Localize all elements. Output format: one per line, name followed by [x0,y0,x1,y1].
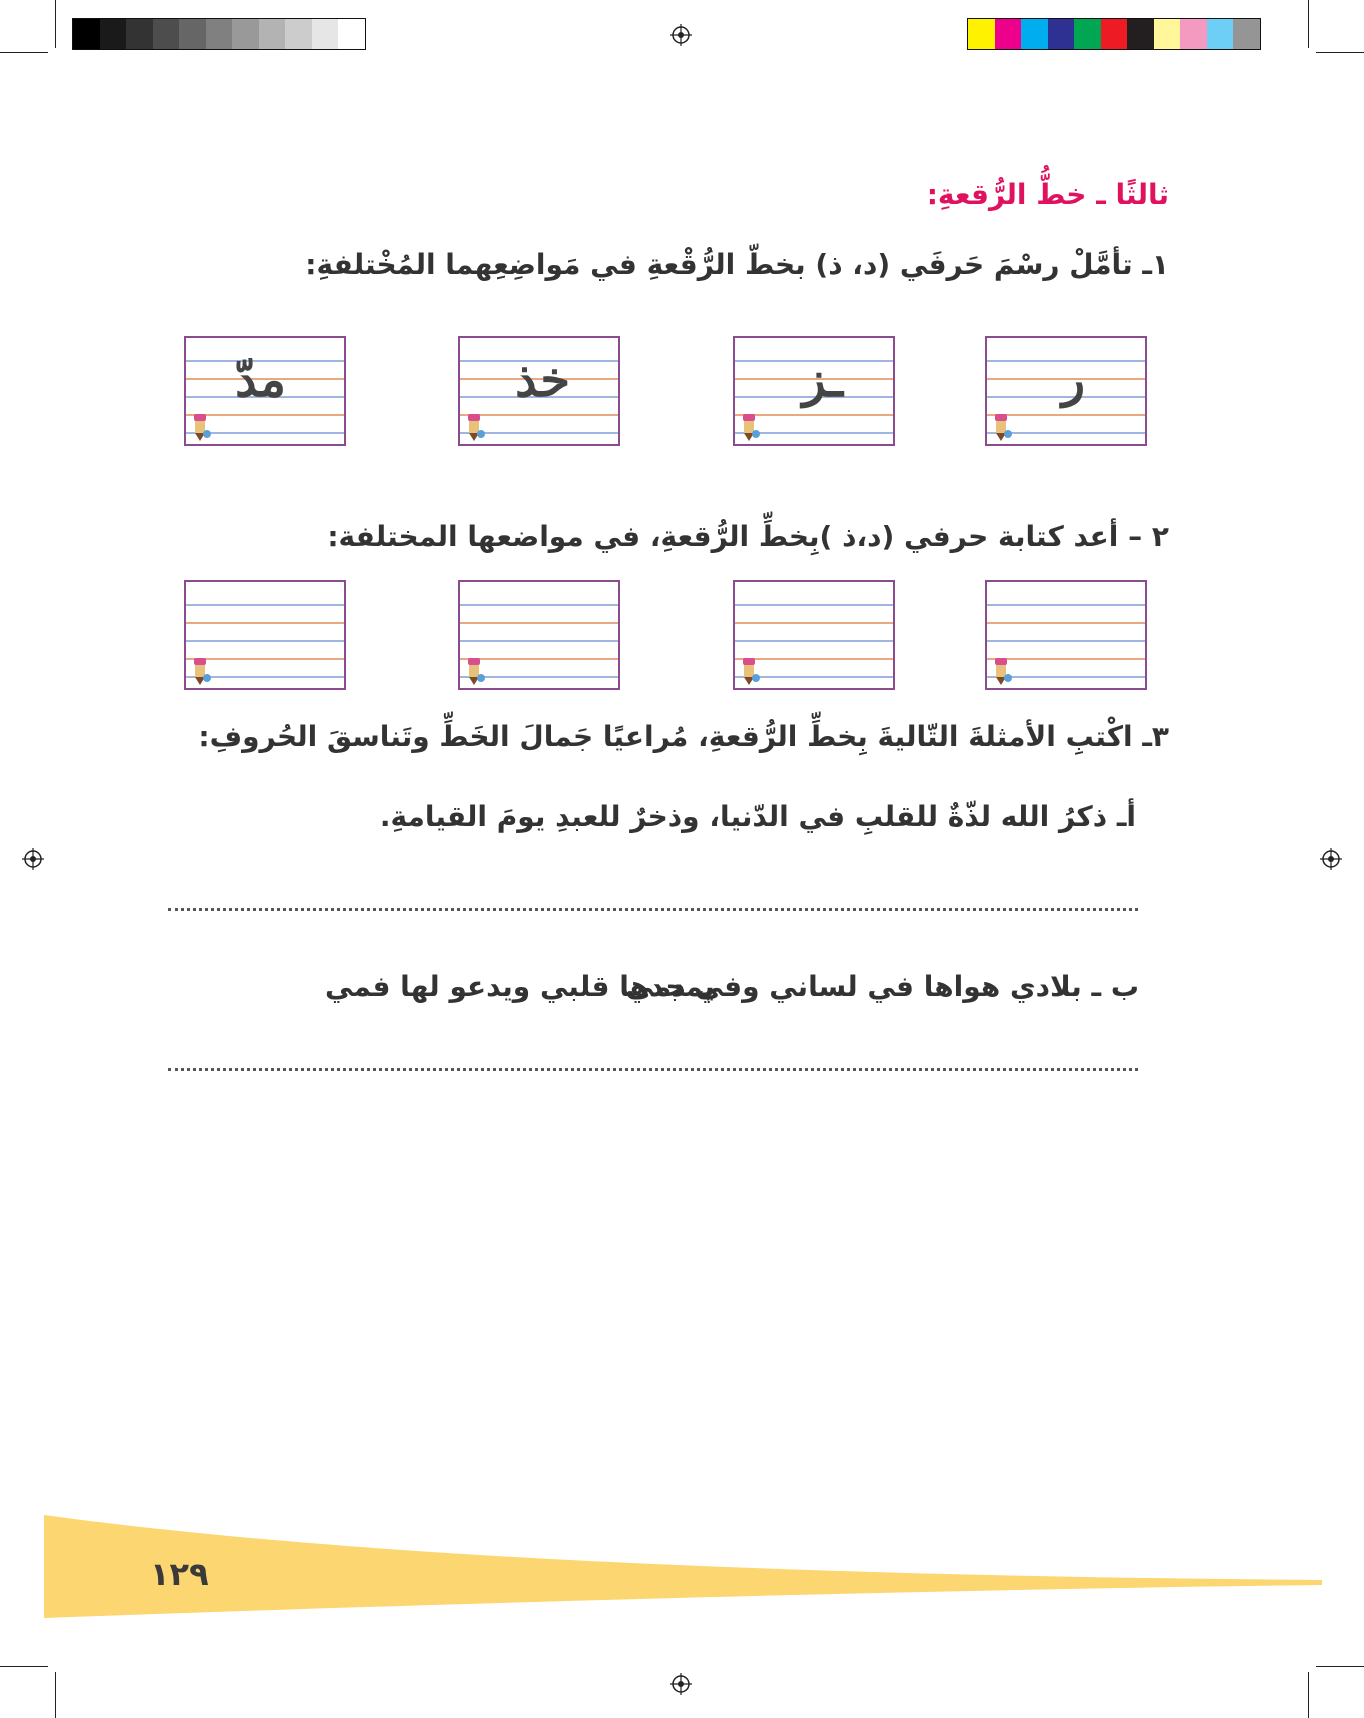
calibration-swatch [179,19,206,49]
calibration-swatch [1154,19,1181,49]
pen-icon [190,656,212,686]
calibration-swatch [232,19,259,49]
guide-line [460,604,618,606]
letter-glyph: ر [1061,352,1085,408]
guide-line [735,640,893,642]
example-box [985,336,1147,446]
guide-line [460,640,618,642]
pen-icon [190,412,212,442]
calibration-swatch [73,19,100,49]
writing-line[interactable] [168,908,1138,911]
pen-icon [739,412,761,442]
calibration-swatch [995,19,1022,49]
calibration-swatch [206,19,233,49]
guide-line [735,604,893,606]
section-heading: ثالثًا ـ خطُّ الرُّقعةِ: [926,178,1169,211]
grayscale-calibration-bar [72,18,366,50]
registration-mark-icon [22,848,44,870]
calibration-swatch [1233,19,1260,49]
calibration-swatch [1180,19,1207,49]
crop-mark [1308,0,1309,48]
page-number: ١٢٩ [150,1555,209,1593]
footer-band [0,1480,1364,1620]
crop-mark [0,52,48,53]
calibration-swatch [285,19,312,49]
calibration-swatch [1021,19,1048,49]
guide-line [987,640,1145,642]
calibration-swatch [338,19,365,49]
letter-glyph: خذ [515,352,570,408]
calibration-swatch [259,19,286,49]
calibration-swatch [968,19,995,49]
question-1: ١ـ تأمَّلْ رسْمَ حَرفَي (د، ذ) بخطّ الرُّقْعةِ في مَواضِعِهما المُخْتلفةِ: [305,248,1169,281]
example-b-first-hemistich: ب ـ بلادي هواها في لساني وفي دمي [625,970,1139,1003]
registration-mark-icon [670,1673,692,1695]
calibration-swatch [1127,19,1154,49]
calibration-swatch [1101,19,1128,49]
pen-icon [991,412,1013,442]
registration-mark-icon [670,24,692,46]
practice-box[interactable] [458,580,620,690]
guide-line [735,622,893,624]
crop-mark [1308,1672,1309,1718]
calibration-swatch [153,19,180,49]
practice-box[interactable] [733,580,895,690]
calibration-swatch [1048,19,1075,49]
crop-mark [1316,1666,1364,1667]
example-box [733,336,895,446]
calibration-swatch [1207,19,1234,49]
pen-icon [739,656,761,686]
crop-mark [55,1672,56,1718]
practice-box[interactable] [184,580,346,690]
pen-icon [464,412,486,442]
example-a: أـ ذكرُ الله لذّةٌ للقلبِ في الدّنيا، وذخرٌ للعبدِ يومَ القيامةِ. [379,800,1136,833]
question-2: ٢ – أعد كتابة حرفي (د،ذ )بِخطِّ الرُّقعةِ، في مواضعها المختلفة: [327,520,1169,553]
pen-icon [991,656,1013,686]
practice-box[interactable] [985,580,1147,690]
calibration-swatch [1074,19,1101,49]
crop-mark [1316,52,1364,53]
guide-line [460,622,618,624]
calibration-swatch [126,19,153,49]
crop-mark [0,1666,48,1667]
writing-line[interactable] [168,1068,1138,1071]
guide-line [186,640,344,642]
guide-line [186,622,344,624]
guide-line [186,604,344,606]
crop-mark [55,0,56,48]
example-box [184,336,346,446]
example-box [458,336,620,446]
registration-mark-icon [1320,848,1342,870]
calibration-swatch [312,19,339,49]
guide-line [987,622,1145,624]
color-calibration-bar [967,18,1261,50]
letter-glyph: مدّ [235,352,286,408]
example-b-second-hemistich: يمجدها قلبي ويدعو لها فمي [325,970,715,1003]
question-3: ٣ـ اكْتبِ الأمثلةَ التّاليةَ بِخطِّ الرُّقعةِ، مُراعيًا جَمالَ الخَطِّ وتَناسقَ الحُروفِ: [198,720,1169,753]
calibration-swatch [100,19,127,49]
pen-icon [464,656,486,686]
guide-line [987,604,1145,606]
letter-glyph: ـز [802,352,843,408]
